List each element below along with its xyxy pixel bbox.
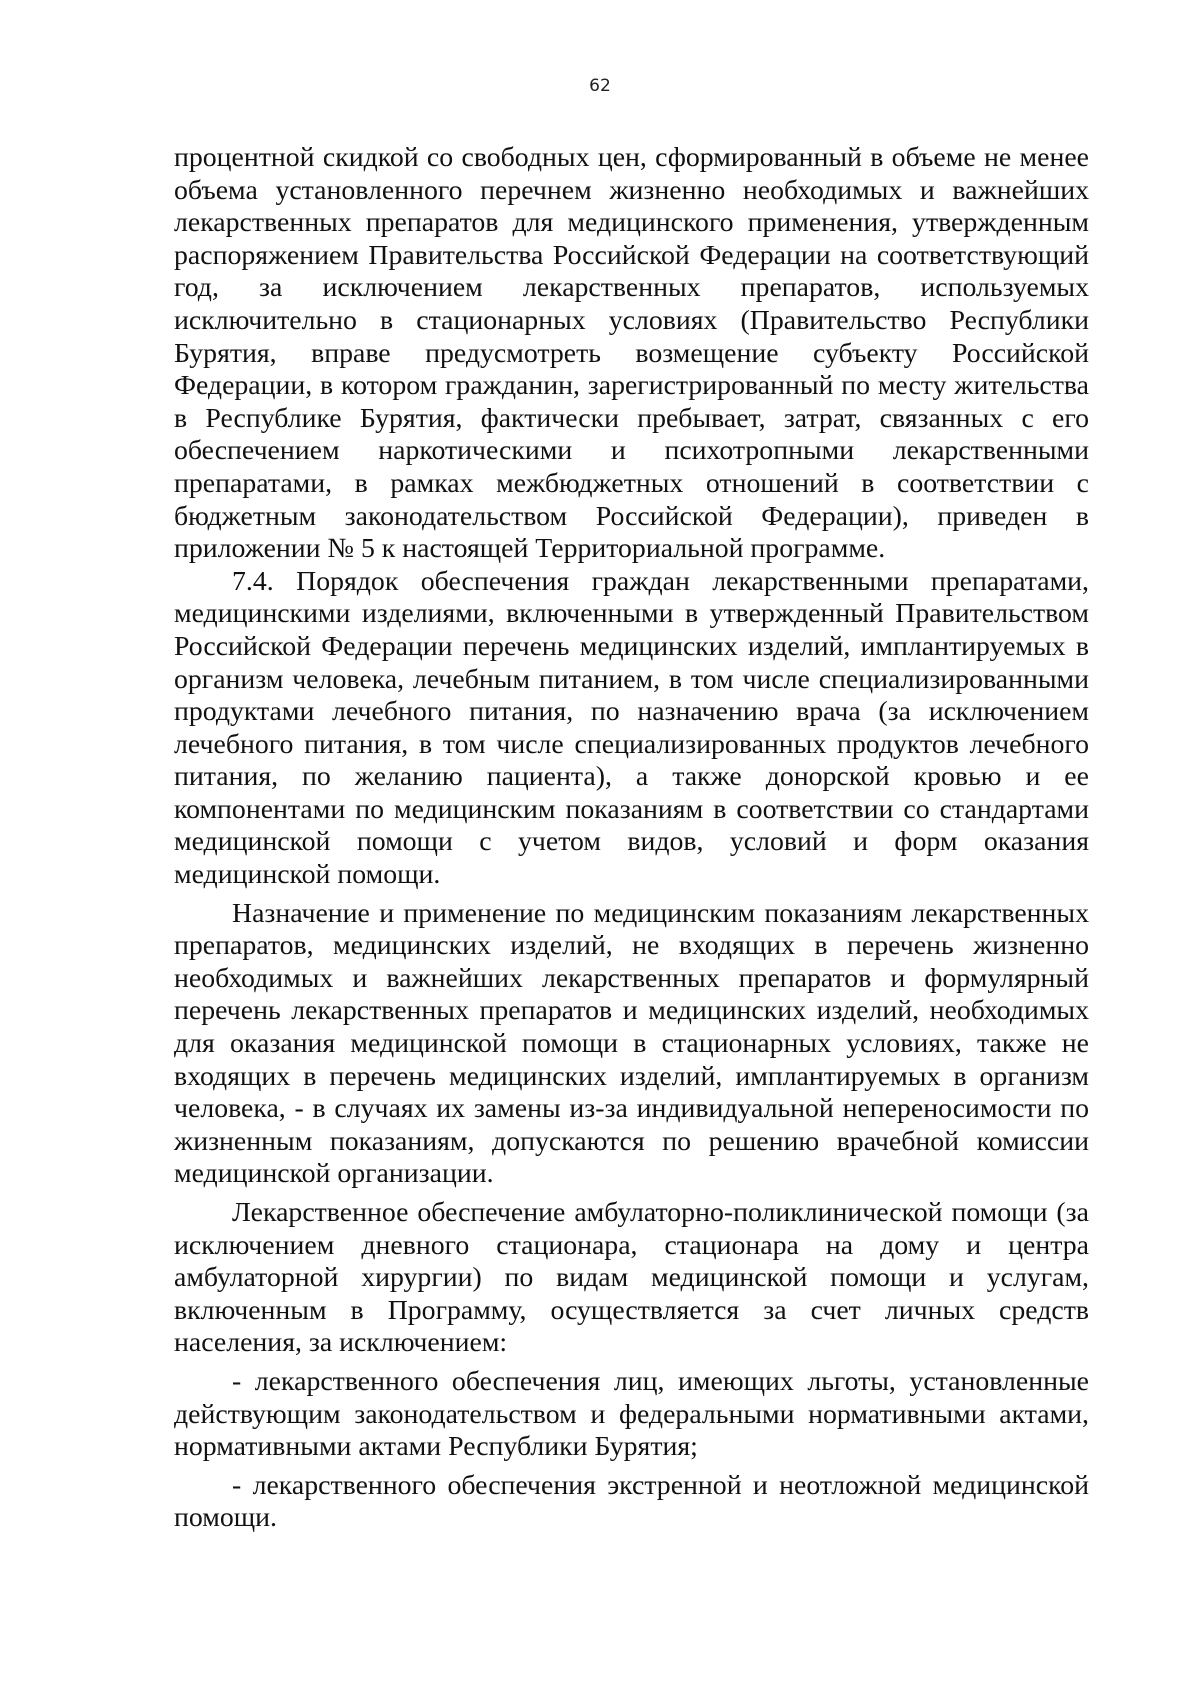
document-body: [174, 142, 1089, 1535]
paragraph-prescription-outside-list: Назначение и применение по медицинским показаниям лекарственных препаратов, медицинских изделий, не входящих в перечень жизненно необходимых и важнейших лекарственных препаратов и формулярный перечень лекарственных препаратов и медицинских изделий, необходимых для оказания медицинской помощи в стационарных условиях, также не входящих в перечень медицинских изделий, имплантируемых в организм человека, - в случаях их замены из-за индивидуальной непереносимости по жизненным показаниям, допускаются по решению врачебной комиссии медицинской организации.: [174, 897, 1089, 1190]
page-number: 62: [589, 76, 611, 96]
paragraph-exception-emergency: - лекарственного обеспечения экстренной и неотложной медицинской помощи.: [174, 1469, 1089, 1534]
paragraph-drug-list-continuation: процентной скидкой со свободных цен, сформированный в объеме не менее объема установленного перечнем жизненно необходимых и важнейших лекарственных препаратов для медицинского применения, утвержденным распоряжением Правительства Российской Федерации на соответствующий год, за исключением лекарственных препаратов, используемых исключительно в стационарных условиях (Правительство Республики Бурятия, вправе предусмотреть возмещение субъекту Российской Федерации, в котором гражданин, зарегистрированный по месту жительства в Республике Бурятия, фактически пребывает, затрат, связанных с его обеспечением наркотическими и психотропными лекарственными препаратами, в рамках межбюджетных отношений в соответствии с бюджетным законодательством Российской Федерации), приведен в приложении № 5 к настоящей Территориальной программе.: [174, 142, 1089, 565]
paragraph-outpatient-drug-supply: Лекарственное обеспечение амбулаторно-поликлинической помощи (за исключением дневного стационара, стационара на дому и центра амбулаторной хирургии) по видам медицинской помощи и услугам, включенным в Программу, осуществляется за счет личных средств населения, за исключением:: [174, 1197, 1089, 1359]
paragraph-exception-privileged: - лекарственного обеспечения лиц, имеющих льготы, установленные действующим законодательством и федеральными нормативными актами, нормативными актами Республики Бурятия;: [174, 1365, 1089, 1463]
paragraph-section-7-4: 7.4. Порядок обеспечения граждан лекарственными препаратами, медицинскими изделиями, включенными в утвержденный Правительством Российской Федерации перечень медицинских изделий, имплантируемых в организм человека, лечебным питанием, в том числе специализированными продуктами лечебного питания, по назначению врача (за исключением лечебного питания, в том числе специализированных продуктов лечебного питания, по желанию пациента), а также донорской кровью и ее компонентами по медицинским показаниям в соответствии со стандартами медицинской помощи с учетом видов, условий и форм оказания медицинской помощи.: [174, 565, 1089, 891]
